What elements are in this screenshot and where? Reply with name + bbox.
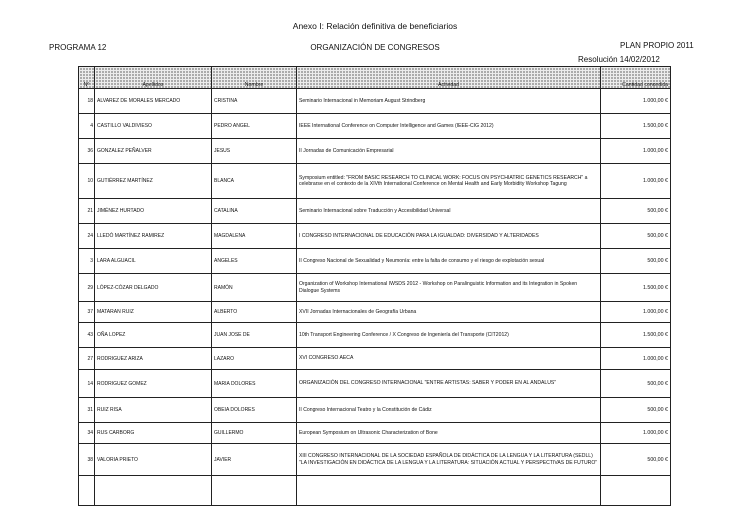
row-name: JESUS: [212, 139, 297, 164]
row-number: 29: [79, 274, 95, 302]
row-name: LAZARO: [212, 348, 297, 370]
empty-cell: [212, 476, 297, 506]
beneficiaries-table: [78, 66, 671, 506]
row-name: OBEIA DOLORES: [212, 398, 297, 423]
row-amount: 1.000,00 €: [601, 302, 671, 323]
row-activity: I CONGRESO INTERNACIONAL DE EDUCACIÓN PARA LA IGUALDAD: DIVERSIDAD Y ALTERIDADES: [297, 224, 601, 249]
table-row: [79, 423, 671, 444]
row-amount: 1.500,00 €: [601, 323, 671, 348]
col-header-name: Nombre: [212, 67, 297, 89]
table-row: [79, 164, 671, 199]
col-header-number: Nº: [79, 67, 95, 89]
row-activity: Symposium entitled: "FROM BASIC RESEARCH TO CLINICAL WORK: FOCUS ON PSYCHIATRIC GENETICS RESEARCH" a celebrarse en el contexto de la XIVth International Conference on Mental Health and Early Morbidity Workshop Tagung: [297, 164, 601, 199]
table-row: [79, 370, 671, 398]
row-surname: GONZALEZ PEÑALVER: [95, 139, 212, 164]
row-number: 24: [79, 224, 95, 249]
row-amount: 500,00 €: [601, 370, 671, 398]
table-row: [79, 139, 671, 164]
row-activity: XIII CONGRESO INTERNACIONAL DE LA SOCIEDAD ESPAÑOLA DE DIDÁCTICA DE LA LENGUA Y LA LITERATURA (SEDLL) "LA INVESTIGACIÓN EN DIDÁCTICA DE LA LENGUA Y LA LITERATURA: SITUACIÓN ACTUAL Y PERSPECTIVAS DE FUTURO": [297, 444, 601, 476]
row-activity: XVI CONGRESO AECA: [297, 348, 601, 370]
row-surname: RODRIGUEZ GOMEZ: [95, 370, 212, 398]
organization-label: ORGANIZACIÓN DE CONGRESOS: [310, 43, 440, 52]
col-header-surname: Apellidos: [95, 67, 212, 89]
row-surname: CASTILLO VALDIVIESO: [95, 114, 212, 139]
row-number: 14: [79, 370, 95, 398]
row-amount: 1.000,00 €: [601, 423, 671, 444]
row-surname: LARA ALGUACIL: [95, 249, 212, 274]
row-name: RAMÓN: [212, 274, 297, 302]
row-surname: VALORIA PRIETO: [95, 444, 212, 476]
row-surname: LÓPEZ-CÓZAR DELGADO: [95, 274, 212, 302]
program-label: PROGRAMA 12: [49, 43, 107, 52]
row-surname: ALVAREZ DE MORALES MERCADO: [95, 89, 212, 114]
row-activity: IEEE International Conference on Computer Intelligence and Games (IEEE-CIG 2012): [297, 114, 601, 139]
table-row: [79, 348, 671, 370]
row-amount: 500,00 €: [601, 444, 671, 476]
row-number: 3: [79, 249, 95, 274]
row-number: 18: [79, 89, 95, 114]
row-name: CATALINA: [212, 199, 297, 224]
row-activity: 10th Transport Engineering Conference / X Congreso de Ingeniería del Transporte (CIT2012): [297, 323, 601, 348]
row-activity: II Congreso Nacional de Sexualidad y Neumonía: entre la falta de consumo y el riesgo de explotación sexual: [297, 249, 601, 274]
table-row: [79, 199, 671, 224]
row-number: 36: [79, 139, 95, 164]
row-number: 43: [79, 323, 95, 348]
row-name: GUILLERMO: [212, 423, 297, 444]
row-name: PEDRO ANGEL: [212, 114, 297, 139]
row-number: 34: [79, 423, 95, 444]
row-activity: II Jornadas de Comunicación Empresarial: [297, 139, 601, 164]
table-row: [79, 114, 671, 139]
table-row: [79, 323, 671, 348]
empty-cell: [297, 476, 601, 506]
row-name: ANGELES: [212, 249, 297, 274]
resolution-date: Resolución 14/02/2012: [578, 55, 660, 64]
row-surname: MATARAN RUIZ: [95, 302, 212, 323]
page-title: Anexo I: Relación definitiva de beneficiarios: [292, 21, 458, 31]
table-row: [79, 89, 671, 114]
table-header-row: [79, 67, 671, 89]
row-activity: XVII Jornadas Internacionales de Geografía Urbana: [297, 302, 601, 323]
row-number: 38: [79, 444, 95, 476]
row-amount: 500,00 €: [601, 249, 671, 274]
row-surname: JIMÉNEZ HURTADO: [95, 199, 212, 224]
row-name: MAGDALENA: [212, 224, 297, 249]
empty-cell: [601, 476, 671, 506]
row-surname: LLEDÓ MARTÍNEZ RAMIREZ: [95, 224, 212, 249]
row-amount: 1.000,00 €: [601, 139, 671, 164]
row-number: 21: [79, 199, 95, 224]
row-amount: 500,00 €: [601, 199, 671, 224]
table-row: [79, 444, 671, 476]
row-activity: Seminario Internacional sobre Traducción y Accesibilidad Universal: [297, 199, 601, 224]
row-name: JUAN JOSE DE: [212, 323, 297, 348]
row-activity: ORGANIZACIÓN DEL CONGRESO INTERNACIONAL "ENTRE ARTISTAS: SABER Y PODER EN AL ANDALUS": [297, 370, 601, 398]
table-row: [79, 249, 671, 274]
row-activity: Organization of Workshop International IWSDS 2012 - Workshop on Paralinguistic Information and its Integration in Spoken Dialogue Systems: [297, 274, 601, 302]
row-name: MARIA DOLORES: [212, 370, 297, 398]
row-amount: 1.000,00 €: [601, 348, 671, 370]
col-header-activity: Actividad: [297, 67, 601, 89]
row-name: ALBERTO: [212, 302, 297, 323]
row-activity: European Symposium on Ultrasonic Characterization of Bone: [297, 423, 601, 444]
table-row: [79, 398, 671, 423]
row-name: BLANCA: [212, 164, 297, 199]
row-name: JAVIER: [212, 444, 297, 476]
row-number: 27: [79, 348, 95, 370]
row-amount: 500,00 €: [601, 224, 671, 249]
table-row-empty: [79, 476, 671, 506]
row-number: 31: [79, 398, 95, 423]
row-activity: Seminario Internacional in Memoriam August Strindberg: [297, 89, 601, 114]
col-header-amount: Cantidad concedida: [601, 67, 671, 89]
row-number: 37: [79, 302, 95, 323]
row-number: 4: [79, 114, 95, 139]
table-row: [79, 274, 671, 302]
row-activity: II Congreso Internacional Teatro y la Constitución de Cádiz: [297, 398, 601, 423]
empty-cell: [95, 476, 212, 506]
row-amount: 500,00 €: [601, 398, 671, 423]
row-amount: 1.000,00 €: [601, 164, 671, 199]
row-name: CRISTINA: [212, 89, 297, 114]
row-surname: RODRIGUEZ ARIZA: [95, 348, 212, 370]
row-surname: RUS CARBORG: [95, 423, 212, 444]
row-amount: 1.500,00 €: [601, 274, 671, 302]
table-row: [79, 302, 671, 323]
table-row: [79, 224, 671, 249]
empty-cell: [79, 476, 95, 506]
plan-label: PLAN PROPIO 2011: [620, 41, 694, 50]
row-amount: 1.000,00 €: [601, 89, 671, 114]
row-number: 10: [79, 164, 95, 199]
row-surname: GUTIÉRREZ MARTÍNEZ: [95, 164, 212, 199]
row-surname: RUIZ RISA: [95, 398, 212, 423]
row-amount: 1.500,00 €: [601, 114, 671, 139]
row-surname: OÑA LOPEZ: [95, 323, 212, 348]
